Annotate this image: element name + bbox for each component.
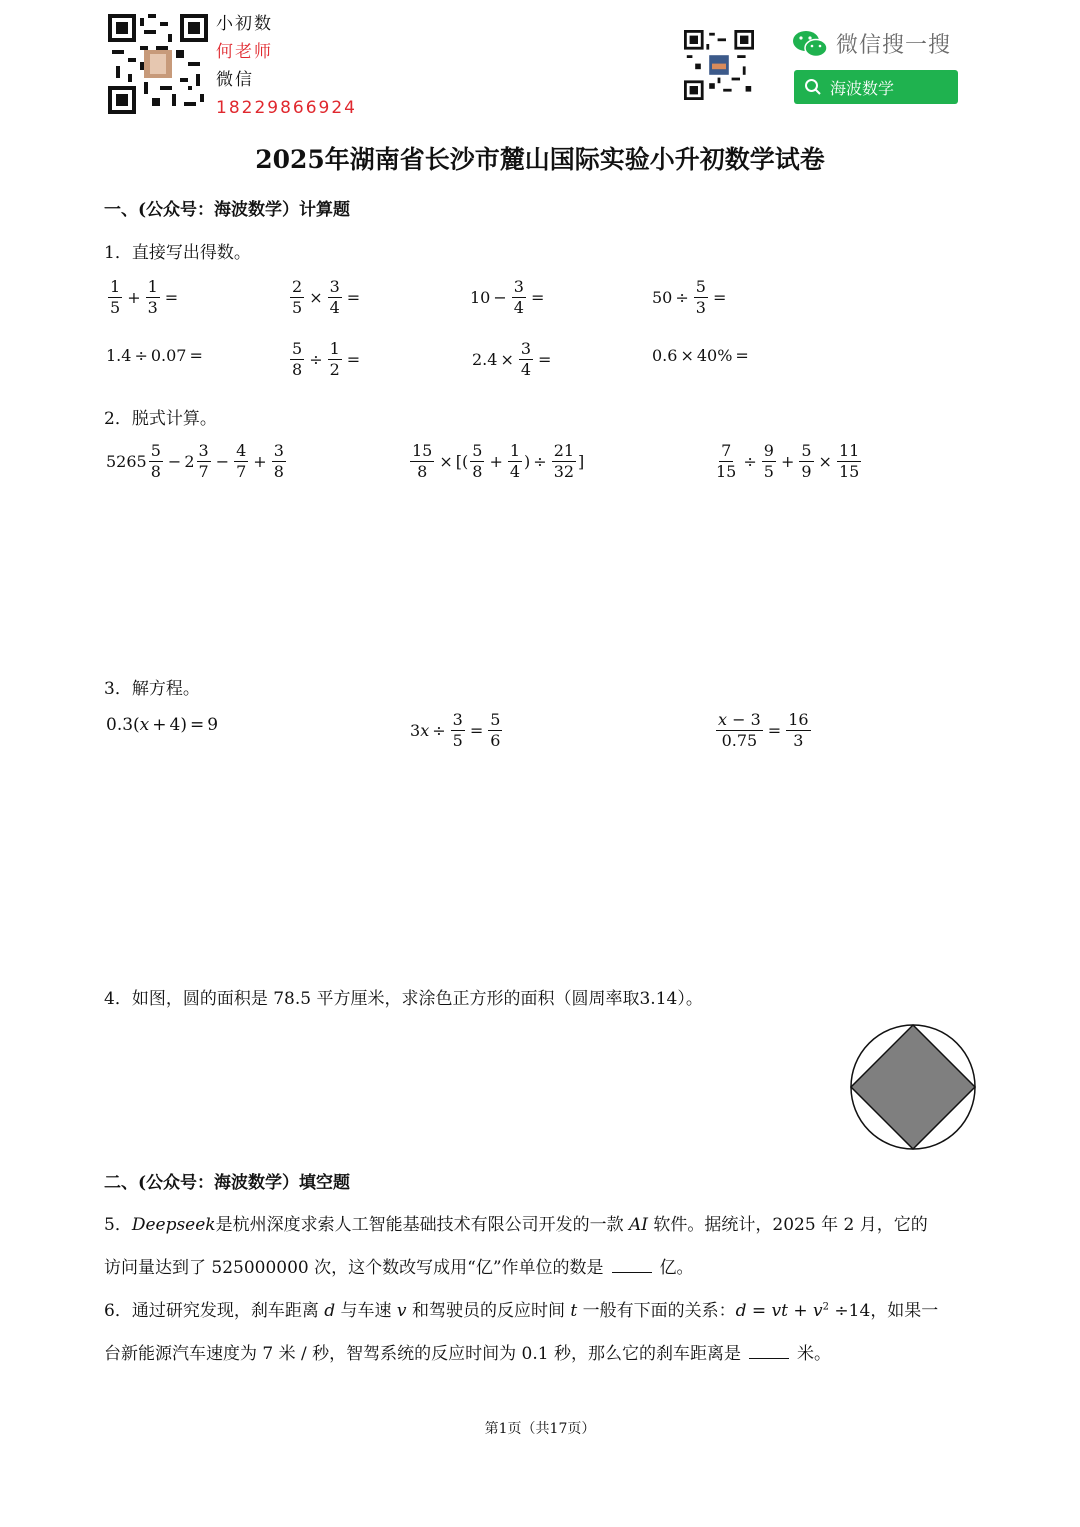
wechat-search-row — [792, 28, 951, 59]
q1-expr-3: 10 − $\frac{3}{4}$ = — [470, 277, 545, 317]
contact-line-3: 微信 — [216, 70, 254, 90]
q6-formula: d = vt + $v^2 \div 14$ — [735, 1301, 871, 1321]
contact-block — [216, 10, 357, 122]
q5-line-2-a: 访问量达到了 525000000 次，这个数改写成用“亿”作单位的数是 — [104, 1258, 604, 1278]
q5-answer-blank[interactable] — [612, 1255, 652, 1273]
q5-line-1: 5．Deepseek是杭州深度求索人工智能基础技术有限公司开发的一款 AI 软件。据统计，2025 年 2 月，它的 — [104, 1215, 928, 1235]
qr-code-right — [684, 30, 754, 100]
search-icon — [804, 78, 822, 96]
q1-expr-4: 50 ÷ $\frac{5}{3}$ = — [652, 277, 727, 317]
wechat-search-title: 微信搜一搜 — [836, 33, 952, 58]
q4-text: 4．如图，圆的面积是 78.5 平方厘米，求涂色正方形的面积（圆周率取3.14）。 — [104, 989, 703, 1009]
q5-deepseek: Deepseek — [131, 1215, 216, 1235]
search-button-label: 海波数学 — [830, 78, 895, 98]
page-title: 2025年湖南省长沙市麓山国际实验小升初数学试卷 — [255, 145, 825, 174]
q2-expr-1: 5265 $\frac{5}{8}$ − 2 $\frac{3}{7}$ − $\frac{4}{7}$ + $\frac{3}{8}$ — [106, 441, 284, 481]
q5-line-1-b: 软件。据统计，2025 年 2 月，它的 — [653, 1215, 928, 1235]
q6-line-1-e: ，如果一 — [870, 1301, 939, 1321]
q6-answer-blank[interactable] — [749, 1341, 789, 1359]
q1-expr-5: 1.4 ÷ 0.07 = — [106, 346, 203, 365]
q6-line-2-b: 米。 — [797, 1344, 832, 1364]
q6-line-1-c: 和驾驶员的反应时间 — [411, 1301, 565, 1321]
q3-label: 3．解方程。 — [104, 679, 200, 699]
contact-line-1: 小初数 — [216, 14, 273, 34]
wechat-icon — [792, 29, 828, 59]
q6-line-2-a: 台新能源汽车速度为 7 米 / 秒，智驾系统的反应时间为 0.1 秒，那么它的刹车距离是 — [104, 1344, 742, 1364]
q5-line-2-b: 亿。 — [659, 1258, 694, 1278]
q6-line-1: 6．通过研究发现，刹车距离 d 与车速 v 和驾驶员的反应时间 t 一般有下面的关系：d = vt + $v^2 \div 14$，如果一 — [104, 1301, 939, 1321]
contact-teacher-name: 何老师 — [216, 42, 273, 62]
q3-equation-1: 0.3( x + 4) = 9 — [106, 715, 219, 735]
contact-phone: 18229866924 — [216, 98, 357, 118]
q1-expr-2: $\frac{2}{5}$ × $\frac{3}{4}$ = — [292, 277, 361, 317]
search-button[interactable] — [794, 70, 958, 104]
q1-expr-8: 0.6 × 40% = — [652, 346, 749, 365]
q6-line-1-a: 6．通过研究发现，刹车距离 — [104, 1301, 319, 1321]
q6-line-1-b: 与车速 — [340, 1301, 392, 1321]
q6-line-2 — [104, 1339, 831, 1364]
q2-label: 2．脱式计算。 — [104, 409, 217, 429]
q1-label: 1．直接写出得数。 — [104, 243, 251, 263]
q3-equation-2: 3 x ÷ $\frac{3}{5}$ = $\frac{5}{6}$ — [410, 710, 501, 750]
q5-line-2 — [104, 1253, 694, 1278]
page-footer: 第1页（共17页） — [484, 1421, 596, 1437]
q1-expr-6: $\frac{5}{8}$ ÷ $\frac{1}{2}$ = — [292, 339, 361, 379]
q1-expr-1: $\frac{1}{5}$ + $\frac{1}{3}$ = — [110, 277, 179, 317]
q2-expr-3: $\frac{7}{15}$ ÷ $\frac{9}{5}$ + $\frac{5}{9}$ × $\frac{11}{15}$ — [716, 441, 860, 481]
circle-square-figure — [848, 1022, 978, 1152]
q6-line-1-d: 一般有下面的关系： — [582, 1301, 736, 1321]
section-2-heading: 二、(公众号：海波数学）填空题 — [104, 1173, 351, 1193]
section-1-heading: 一、(公众号：海波数学）计算题 — [104, 200, 351, 220]
q2-expr-2: $\frac{15}{8}$ × [( $\frac{5}{8}$ + $\frac{1}{4}$ ) ÷ $\frac{21}{32}$ ] — [412, 441, 585, 481]
q1-expr-7: 2.4 × $\frac{3}{4}$ = — [472, 339, 552, 379]
qr-code-left — [108, 14, 208, 114]
q3-equation-3: $\frac{x - 3}{0.75}$ = $\frac{16}{3}$ — [718, 710, 809, 750]
q5-ai: AI — [629, 1215, 649, 1235]
q5-line-1-a: 是杭州深度求索人工智能基础技术有限公司开发的一款 — [215, 1215, 624, 1235]
